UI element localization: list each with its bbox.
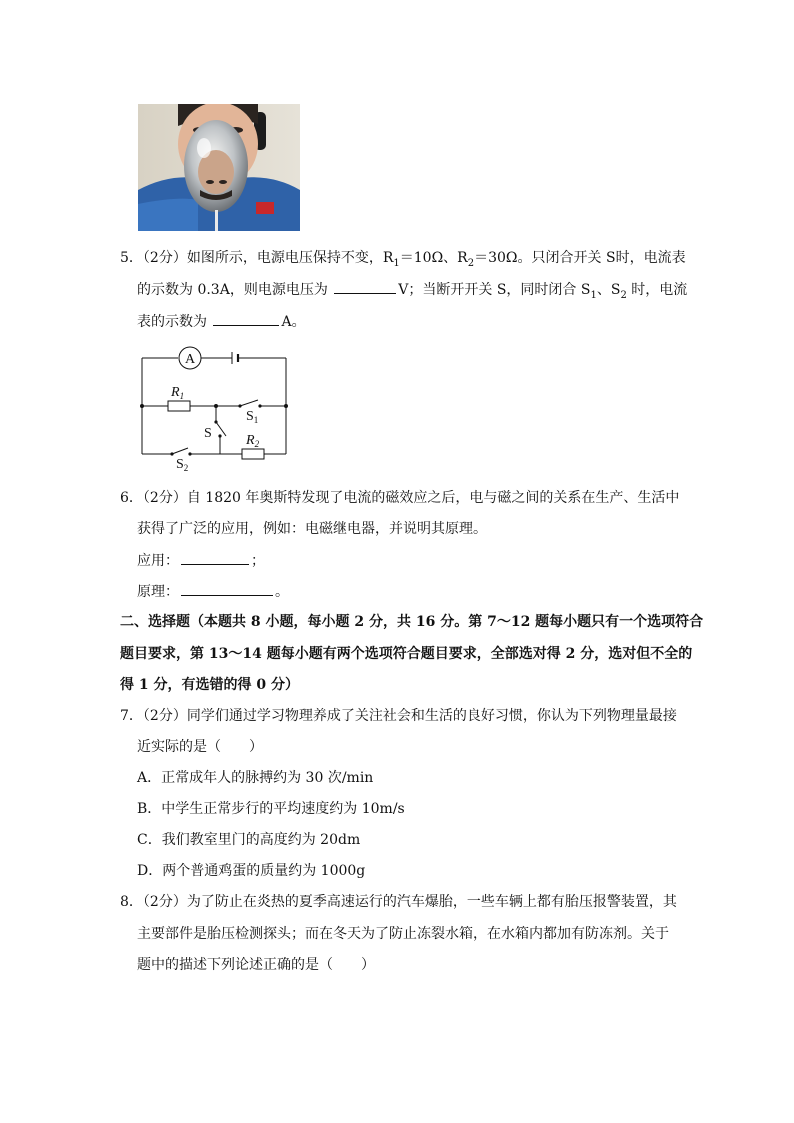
q6-number: 6． [120,490,143,506]
q7-text-1: 同学们通过学习物理养成了关注社会和生活的良好习惯，你认为下列物理量最接 [186,708,677,724]
q5-text-1c: ＝30Ω。只闭合开关 S时，电流表 [474,250,686,266]
q6-application-label: 应用： [137,553,179,569]
q5-line-3 [137,311,306,332]
s1-label: $S_1$ [246,409,259,425]
q6-application-blank[interactable] [181,550,249,565]
section2-heading-line-2: 题目要求，第 13～14 题每小题有两个选项符合题目要求，全部选对得 2 分，选对但不全的 [120,646,693,662]
q5-line-1 [120,248,686,274]
resistor-r2 [242,449,264,459]
switch-s2-blade [172,448,188,454]
q8-line-1 [120,892,677,912]
switch-s1-blade [240,400,258,406]
q5-current-answer-blank[interactable] [213,311,279,326]
junction-node-middle [214,404,218,408]
section2-heading-line-1: 二、选择题（本题共 8 小题，每小题 2 分，共 16 分。第 7～12 题每小题只有一个选项符合 [120,614,704,630]
q6-principle-label: 原理： [137,584,179,600]
q5-r1-sub: 1 [393,257,400,269]
q5-voltage-answer-blank[interactable] [334,279,396,294]
q6-line-2: 获得了广泛的应用，例如：电磁继电器，并说明其原理。 [137,521,487,537]
q5-score: （2分） [142,250,187,266]
q6-line-1 [120,488,679,508]
s-label: S [204,426,212,441]
q7-line-1 [120,706,677,726]
q8-text-1: 为了防止在炎热的夏季高速运行的汽车爆胎，一些车辆上都有胎压报警装置，其 [186,894,677,910]
circuit-diagram [136,340,296,476]
q6-score: （2分） [142,490,187,506]
q5-s1-sub: 1 [590,289,597,301]
q7-option-d[interactable]: D．两个普通鸡蛋的质量约为 1000g [137,863,366,879]
q6-text-1: 自 1820 年奥斯特发现了电流的磁效应之后，电与磁之间的关系在生产、生活中 [186,490,680,506]
q5-text-2c: 、S [596,282,621,298]
s2-label: $S_2$ [176,457,189,473]
junction-node-left [140,404,144,408]
q6-principle-line [137,581,289,602]
q5-line-2 [137,279,687,306]
q5-number: 5． [120,250,143,266]
q7-line-2: 近实际的是（ ） [137,739,263,755]
astronaut-water-ball-photo [138,104,300,231]
q5-text-3a: 表的示数为 [137,314,207,330]
section2-heading-line-3: 得 1 分，有选错的得 0 分） [120,677,299,693]
q6-application-end: ； [251,553,265,569]
q5-text-1b: ＝10Ω、R [399,250,468,266]
q7-option-b[interactable]: B．中学生正常步行的平均速度约为 10m/s [137,801,405,817]
q5-text-2b: V；当断开开关 S，同时闭合 S [398,282,591,298]
q7-number: 7． [120,708,143,724]
q8-line-3: 题中的描述下列论述正确的是（ ） [137,957,375,973]
q6-application-line [137,550,265,571]
q5-text-1a: 如图所示，电源电压保持不变，R [186,250,394,266]
resistor-r1 [168,401,190,411]
ammeter-label: A [184,352,196,367]
q5-text-2a: 的示数为 0.3A，则电源电压为 [137,282,328,298]
r1-label: $R_1$ [171,385,185,401]
q7-score: （2分） [142,708,187,724]
q7-option-c[interactable]: C．我们教室里门的高度约为 20dm [137,832,361,848]
q6-principle-blank[interactable] [181,581,273,596]
q5-s2-sub: 2 [620,289,627,301]
q5-text-3b: A。 [281,314,306,330]
q6-principle-end: 。 [275,584,289,600]
junction-node-right [284,404,288,408]
q5-text-2d: 时，电流 [626,282,688,298]
q5-r2-sub: 2 [467,257,475,269]
switch-s-blade [216,422,226,436]
q7-option-a[interactable]: A．正常成年人的脉搏约为 30 次/min [137,770,374,786]
q8-number: 8． [120,894,143,910]
q8-score: （2分） [142,894,187,910]
q8-line-2: 主要部件是胎压检测探头；而在冬天为了防止冻裂水箱，在水箱内都加有防冻剂。关于 [137,926,669,942]
r2-label: $R_2$ [246,433,260,449]
